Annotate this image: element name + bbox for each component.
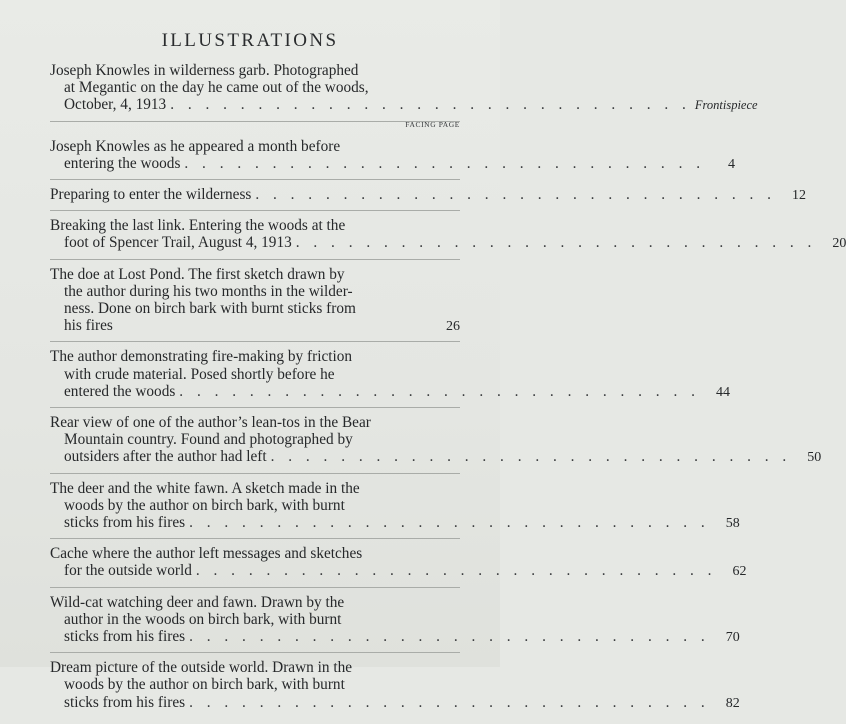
- entry-line: sticks from his fires: [64, 693, 186, 711]
- page-number: 70: [725, 630, 740, 646]
- entry-line: sticks from his fires: [64, 514, 186, 532]
- facing-page-label: FACING PAGE: [405, 119, 460, 129]
- entry-line: with crude material. Posed shortly before he: [64, 365, 335, 383]
- page-number: 82: [725, 695, 740, 711]
- leader-dots: . . . . . . . . . . . . . . . . . . . . . . . . . . . . . .: [189, 514, 710, 532]
- page-number: 44: [715, 384, 730, 400]
- entry-line: author in the woods on birch bark, with burnt: [64, 610, 342, 628]
- list-item: [50, 119, 736, 180]
- illustrations-list: [50, 62, 846, 724]
- leader-dots: . . . . . . . . . . . . . . . . . . . . . . . . . . . . . .: [179, 382, 700, 400]
- leader-dots: . . . . . . . . . . . . . . . . . . . . . . . . . . . . . .: [195, 562, 717, 580]
- entry-line: entering the woods: [64, 154, 181, 172]
- entry-line: outsiders after the author had left: [64, 448, 267, 466]
- entry-line: Cache where the author left messages and sketches: [50, 545, 363, 563]
- leader-dots: . . . . . . . . . . . . . . . . . . . . . . . . . . . . . .: [270, 448, 792, 466]
- entry-line: The author demonstrating fire-making by friction: [50, 348, 353, 366]
- list-item: [50, 186, 806, 211]
- entry-line: Preparing to enter the wilderness: [50, 186, 252, 204]
- entry-line: Mountain country. Found and photographed by: [64, 431, 353, 449]
- entry-line: Dream picture of the outside world. Drawn in the: [50, 659, 353, 677]
- entry-line: the author during his two months in the wilder-: [64, 282, 353, 300]
- list-item: [50, 217, 846, 259]
- list-item: [50, 593, 740, 654]
- page-number: 62: [732, 564, 747, 580]
- page-heading: ILLUSTRATIONS: [161, 30, 339, 51]
- leader-dots: . . . . . . . . . . . . . . . . . . . . . . . . . . . . . .: [189, 628, 710, 646]
- entry-line: at Megantic on the day he came out of the woods,: [64, 79, 369, 97]
- leader-dots: . . . . . . . . . . . . . . . . . . . . . . . . . . . . . .: [170, 96, 691, 114]
- entry-line: ness. Done on birch bark with burnt sticks from: [64, 300, 356, 318]
- page-number: 50: [807, 450, 822, 466]
- page-number: Frontispiece: [694, 98, 758, 113]
- entry-line: woods by the author on birch bark, with burnt: [64, 676, 345, 694]
- entry-line: Wild-cat watching deer and fawn. Drawn by the: [50, 593, 345, 611]
- leader-dots: . . . . . . . . . . . . . . . . . . . . . . . . . . . . . .: [295, 234, 817, 252]
- page-number: 20: [832, 236, 846, 252]
- entry-line: for the outside world: [64, 562, 192, 580]
- entry-line: October, 4, 1913: [64, 96, 167, 114]
- page-number: 4: [728, 156, 736, 172]
- page-number: 58: [725, 516, 740, 532]
- list-item: [50, 479, 740, 540]
- leader-dots: . . . . . . . . . . . . . . . . . . . . . . . . . . . . . .: [255, 186, 776, 204]
- leader-dots: . . . . . . . . . . . . . . . . . . . . . . . . . . . . . .: [189, 693, 710, 711]
- entry-line: Joseph Knowles in wilderness garb. Photographed: [50, 62, 359, 79]
- list-item: [50, 62, 758, 122]
- entry-line: sticks from his fires: [64, 628, 186, 646]
- page-number: 12: [792, 188, 806, 204]
- entry-line: The deer and the white fawn. A sketch made in the: [50, 479, 360, 497]
- entry-line: Breaking the last link. Entering the woods at the: [50, 217, 346, 235]
- list-item: [50, 266, 460, 343]
- entry-line: woods by the author on birch bark, with burnt: [64, 496, 345, 514]
- entry-line: foot of Spencer Trail, August 4, 1913: [64, 234, 292, 252]
- list-item: [50, 348, 730, 408]
- entry-line: Rear view of one of the author’s lean-tos in the Bear: [50, 414, 371, 432]
- list-item: [50, 545, 747, 587]
- leader-dots: . . . . . . . . . . . . . . . . . . . . . . . . . . . . . .: [184, 154, 706, 172]
- entry-line: The doe at Lost Pond. The first sketch drawn by: [50, 265, 345, 283]
- entry-line: his fires: [64, 317, 113, 335]
- entry-line: Joseph Knowles as he appeared a month before: [50, 137, 341, 155]
- entry-line: entered the woods: [64, 382, 176, 400]
- page-number: 26: [446, 319, 460, 335]
- list-item: [50, 414, 822, 474]
- list-item: [50, 659, 740, 718]
